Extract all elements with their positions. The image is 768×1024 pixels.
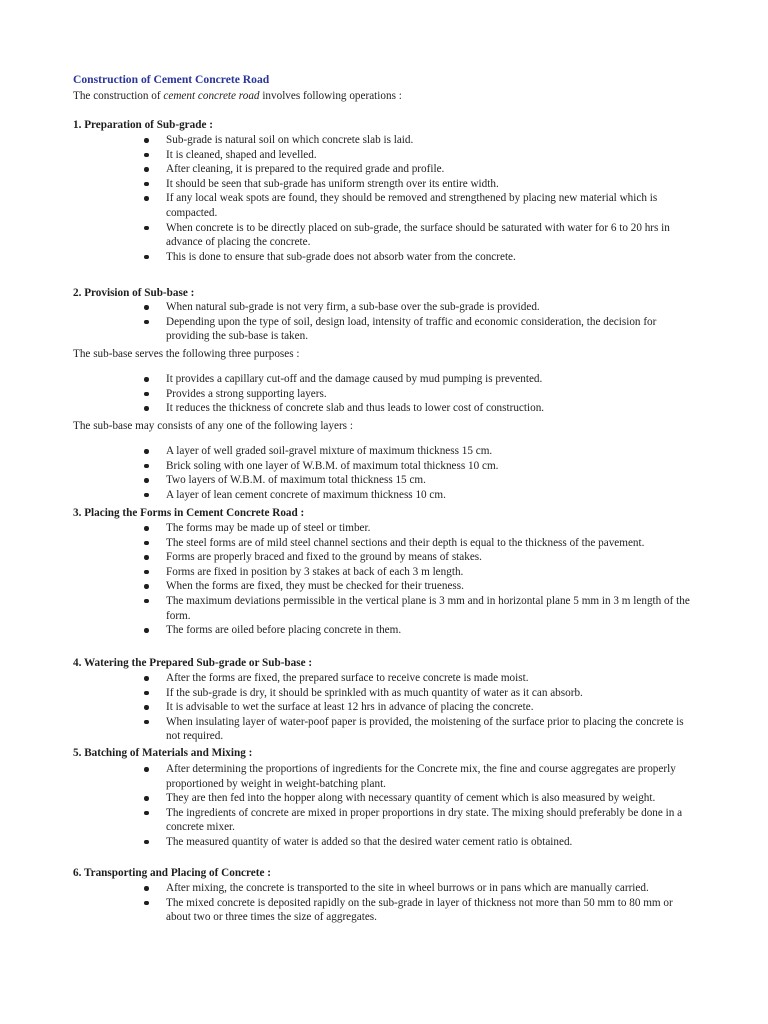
list-item: A layer of lean cement concrete of maximum thickness 10 cm. [0,488,690,503]
list-item: Provides a strong supporting layers. [0,387,690,402]
list-item: Forms are properly braced and fixed to the ground by means of stakes. [0,550,690,565]
list-item: Depending upon the type of soil, design load, intensity of traffic and economic consideration, the decision for providing the sub-base is taken. [0,315,690,344]
list-item: The maximum deviations permissible in the vertical plane is 3 mm and in horizontal plane 5 mm in 3 m length of the form. [0,594,690,623]
body-paragraph: The sub-base serves the following three purposes : [73,348,300,360]
list-item: When insulating layer of water-poof paper is provided, the moistening of the surface prior to placing the concrete is not required. [0,715,690,744]
list-item: The measured quantity of water is added so that the desired water cement ratio is obtained. [0,835,690,850]
list-item: It should be seen that sub-grade has uniform strength over its entire width. [0,177,690,192]
list-item: Forms are fixed in position by 3 stakes at back of each 3 m length. [0,565,690,580]
list-item: This is done to ensure that sub-grade does not absorb water from the concrete. [0,250,690,265]
intro-emphasis: cement concrete road [163,90,260,102]
list-item: The mixed concrete is deposited rapidly on the sub-grade in layer of thickness not more than 50 mm to 80 mm or about two or three times the size of aggregates. [0,896,690,925]
bullet-list [0,372,768,416]
section-heading: 3. Placing the Forms in Cement Concrete Road : [73,507,305,519]
bullet-list [0,444,768,502]
list-item: If the sub-grade is dry, it should be sprinkled with as much quantity of water as it can absorb. [0,686,690,701]
body-paragraph: The sub-base may consists of any one of the following layers : [73,420,353,432]
list-item: It is cleaned, shaped and levelled. [0,148,690,163]
intro-paragraph: The construction of cement concrete road involves following operations : [73,90,402,102]
section-heading: 6. Transporting and Placing of Concrete : [73,867,271,879]
list-item: The forms may be made up of steel or timber. [0,521,690,536]
section-heading: 2. Provision of Sub-base : [73,287,195,299]
list-item: It provides a capillary cut-off and the damage caused by mud pumping is prevented. [0,372,690,387]
list-item: When concrete is to be directly placed on sub-grade, the surface should be saturated with water for 6 to 20 hrs in advance of placing the concrete. [0,221,690,250]
list-item: When the forms are fixed, they must be checked for their trueness. [0,579,690,594]
section-heading: 1. Preparation of Sub-grade : [73,119,213,131]
list-item: After cleaning, it is prepared to the required grade and profile. [0,162,690,177]
list-item: Brick soling with one layer of W.B.M. of maximum total thickness 10 cm. [0,459,690,474]
list-item: If any local weak spots are found, they should be removed and strengthened by placing new material which is compacted. [0,191,690,220]
bullet-list [0,133,768,264]
bullet-list [0,521,768,638]
bullet-list [0,300,768,344]
list-item: It is advisable to wet the surface at least 12 hrs in advance of placing the concrete. [0,700,690,715]
section-heading: 4. Watering the Prepared Sub-grade or Sub-base : [73,657,313,669]
bullet-list [0,881,768,925]
list-item: Sub-grade is natural soil on which concrete slab is laid. [0,133,690,148]
list-item: After the forms are fixed, the prepared surface to receive concrete is made moist. [0,671,690,686]
list-item: A layer of well graded soil-gravel mixture of maximum thickness 15 cm. [0,444,690,459]
list-item: The steel forms are of mild steel channel sections and their depth is equal to the thickness of the pavement. [0,536,690,551]
bullet-list [0,671,768,744]
list-item: When natural sub-grade is not very firm, a sub-base over the sub-grade is provided. [0,300,690,315]
list-item: After determining the proportions of ingredients for the Concrete mix, the fine and course aggregates are properly proportioned by weight in weight-batching plant. [0,762,690,791]
list-item: The forms are oiled before placing concrete in them. [0,623,690,638]
section-heading: 5. Batching of Materials and Mixing : [73,747,253,759]
list-item: They are then fed into the hopper along with necessary quantity of cement which is also measured by weight. [0,791,690,806]
document-title: Construction of Cement Concrete Road [73,73,270,86]
bullet-list [0,762,768,850]
list-item: Two layers of W.B.M. of maximum total thickness 15 cm. [0,473,690,488]
list-item: It reduces the thickness of concrete slab and thus leads to lower cost of construction. [0,401,690,416]
list-item: After mixing, the concrete is transported to the site in wheel burrows or in pans which are manually carried. [0,881,690,896]
list-item: The ingredients of concrete are mixed in proper proportions in dry state. The mixing should preferably be done in a concrete mixer. [0,806,690,835]
